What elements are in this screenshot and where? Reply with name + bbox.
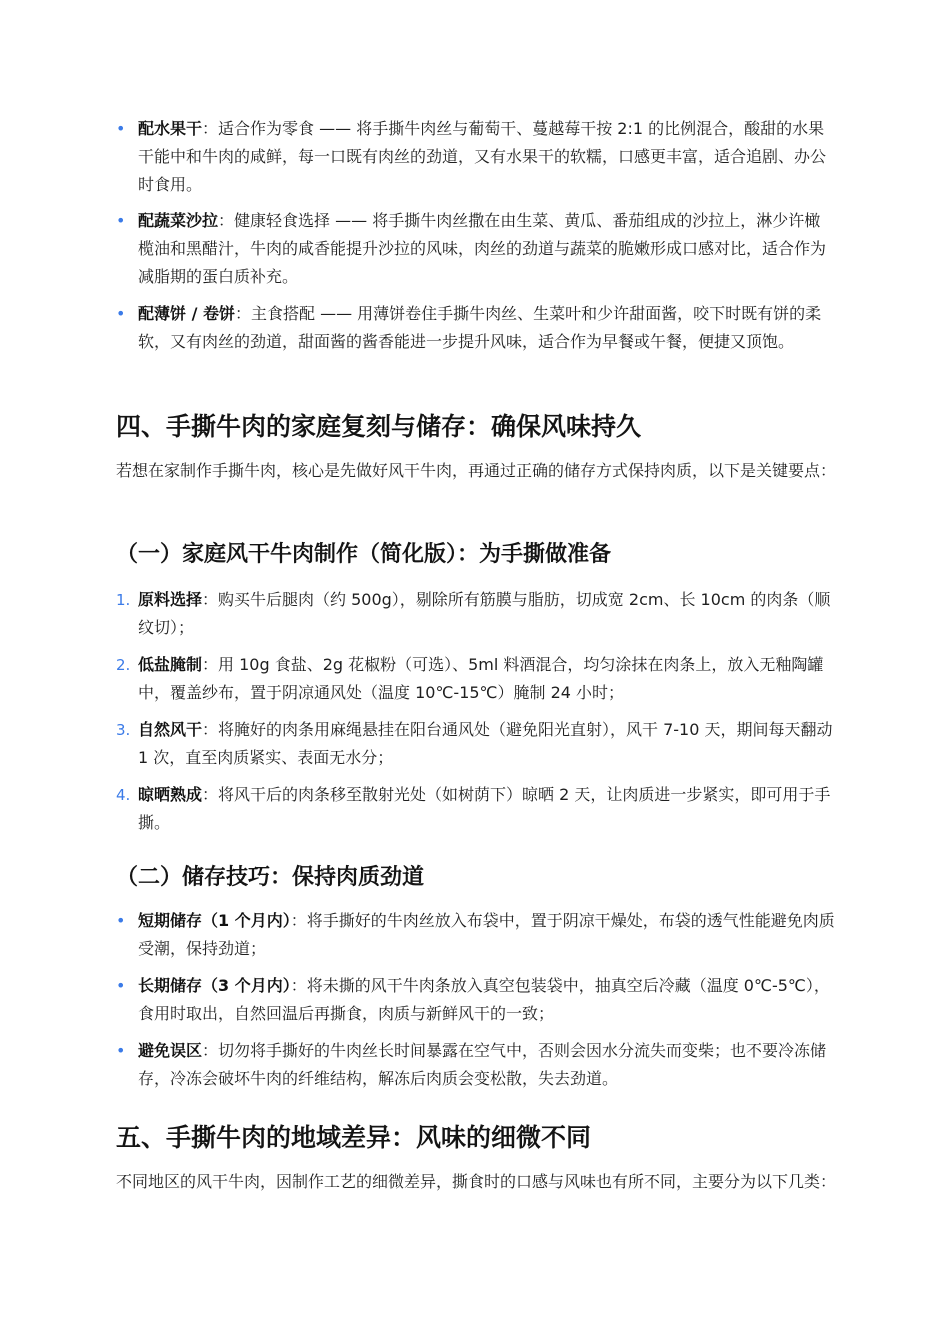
item-text: ：切勿将手撕好的牛肉丝长时间暴露在空气中，否则会因水分流失而变柴；也不要冷冻储存，冷冻会破坏牛肉的纤维结构，解冻后肉质会变松散，失去劲道。 <box>138 1041 827 1088</box>
list-item <box>116 115 836 199</box>
item-title: 自然风干 <box>138 720 203 739</box>
section-intro: 不同地区的风干牛肉，因制作工艺的细微差异，撕食时的口感与风味也有所不同，主要分为以下几类： <box>116 1172 837 1191</box>
list-item <box>116 781 836 837</box>
item-title: 原料选择 <box>138 590 203 609</box>
section-intro: 若想在家制作手撕牛肉，核心是先做好风干牛肉，再通过正确的储存方式保持肉质，以下是关键要点： <box>116 461 837 480</box>
item-text: ：将未撕的风干牛肉条放入真空包装袋中，抽真空后冷藏（温度 0℃-5℃），食用时取出，自然回温后再撕食，肉质与新鲜风干的一致； <box>138 976 830 1023</box>
list-item <box>116 586 836 642</box>
step-number: 1. <box>116 591 131 609</box>
item-text: ：将腌好的肉条用麻绳悬挂在阳台通风处（避免阳光直射），风干 7-10 天，期间每天翻动 1 次，直至肉质紧实、表面无水分； <box>138 720 833 767</box>
item-title: 避免误区 <box>138 1041 203 1060</box>
section-heading: 五、手撕牛肉的地域差异：风味的细微不同 <box>116 1123 592 1152</box>
list-item <box>116 972 836 1028</box>
item-title: 长期储存（3 个月内） <box>138 976 291 995</box>
step-number: 4. <box>116 786 131 804</box>
bullet-icon: • <box>116 1041 126 1060</box>
item-text: ：将手撕好的牛肉丝放入布袋中，置于阴凉干燥处，布袋的透气性能避免肉质受潮，保持劲道； <box>138 911 835 958</box>
item-title: 晾晒熟成 <box>138 785 203 804</box>
item-text: ：健康轻食选择 —— 将手撕牛肉丝撒在由生菜、黄瓜、番茄组成的沙拉上，淋少许橄榄油和黑醋汁，牛肉的咸香能提升沙拉的风味，肉丝的劲道与蔬菜的脆嫩形成口感对比，适合作为减脂期的蛋白质补充。 <box>138 211 827 286</box>
step-number: 3. <box>116 721 131 739</box>
bullet-icon: • <box>116 304 126 323</box>
step-number: 2. <box>116 656 131 674</box>
item-text: ：购买牛后腿肉（约 500g），剔除所有筋膜与脂肪，切成宽 2cm、长 10cm 的肉条（顺纹切）； <box>138 590 831 637</box>
item-text: ：用 10g 食盐、2g 花椒粉（可选）、5ml 料酒混合，均匀涂抹在肉条上，放入无釉陶罐中，覆盖纱布，置于阴凉通风处（温度 10℃-15℃）腌制 24 小时； <box>138 655 824 702</box>
bullet-icon: • <box>116 211 126 230</box>
item-title: 配水果干 <box>138 119 203 138</box>
section-heading: 四、手撕牛肉的家庭复刻与储存：确保风味持久 <box>116 412 642 441</box>
item-text: ：适合作为零食 —— 将手撕牛肉丝与葡萄干、蔓越莓干按 2:1 的比例混合，酸甜的水果干能中和牛肉的咸鲜，每一口既有肉丝的劲道，又有水果干的软糯，口感更丰富，适合追剧、办公时食用。 <box>138 119 827 194</box>
item-text: ：将风干后的肉条移至散射光处（如树荫下）晾晒 2 天，让肉质进一步紧实，即可用于手撕。 <box>138 785 831 832</box>
list-item <box>116 651 836 707</box>
item-title: 低盐腌制 <box>138 655 203 674</box>
list-item <box>116 716 836 772</box>
bullet-icon: • <box>116 911 126 930</box>
item-title: 短期储存（1 个月内） <box>138 911 291 930</box>
bullet-icon: • <box>116 119 126 138</box>
subsection-heading: （一）家庭风干牛肉制作（简化版）：为手撕做准备 <box>116 542 612 567</box>
bullet-icon: • <box>116 976 126 995</box>
item-text: ：主食搭配 —— 用薄饼卷住手撕牛肉丝、生菜叶和少许甜面酱，咬下时既有饼的柔软，又有肉丝的劲道，甜面酱的酱香能进一步提升风味，适合作为早餐或午餐，便捷又顶饱。 <box>138 304 822 351</box>
subsection-heading: （二）储存技巧：保持肉质劲道 <box>116 865 425 890</box>
item-title: 配薄饼 / 卷饼 <box>138 304 235 323</box>
list-item <box>116 1037 836 1093</box>
list-item <box>116 207 836 291</box>
list-item <box>116 300 836 384</box>
item-title: 配蔬菜沙拉 <box>138 211 219 230</box>
list-item <box>116 907 836 963</box>
